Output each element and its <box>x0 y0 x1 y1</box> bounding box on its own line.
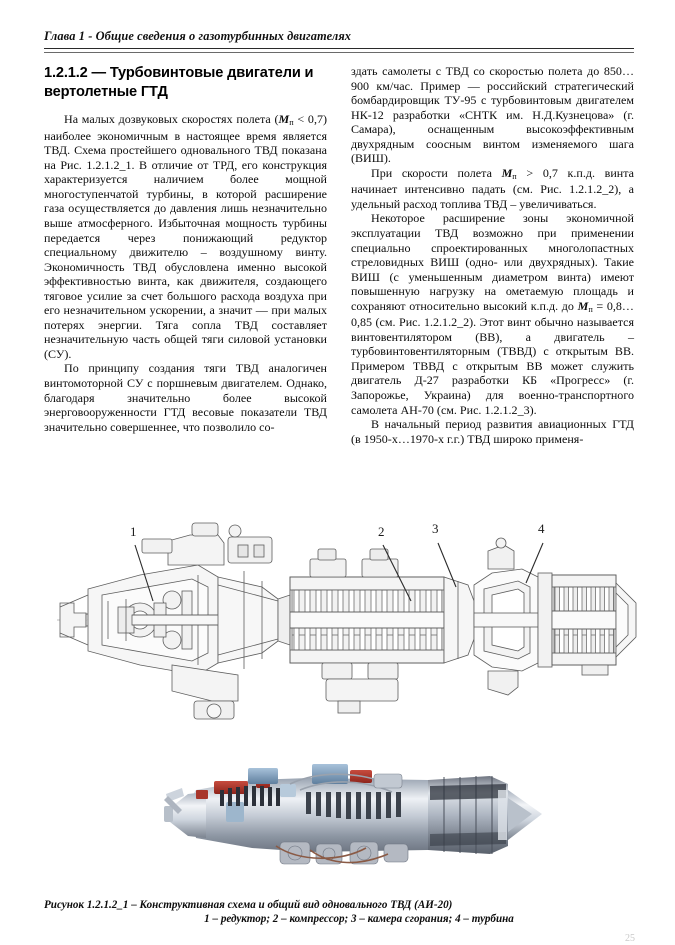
para-right-3-a: Некоторое расширение зоны экономичной эксплуатации ТВД возможно при применении специально спроектированных многолопастных стреловидных ВИШ (одно- или двухрядных). Такие ВИШ (с уменьшенным диаметром винта) имеют повышенную нагрузку на ометаемую площадь и сохраняют относительно высокий к.п.д. до <box>351 211 634 313</box>
paragraph-left-1 <box>44 112 327 361</box>
figure-block <box>0 505 675 945</box>
mach-symbol-2: M <box>501 165 513 180</box>
callout-1 <box>130 524 137 540</box>
engine-photograph <box>160 750 560 880</box>
header-rule-thick <box>44 48 634 49</box>
callout-2-label: 2 <box>378 524 385 539</box>
section-heading: 1.2.1.2 — Турбовинтовые двигатели и вертолетные ГТД <box>44 65 314 100</box>
paragraph-right-1: здать самолеты с ТВД со скоростью полета до 850…900 км/час. Пример — российский стратегический бомбардировщик ТУ-95 с турбовинтовым двигателем НК-12 разработки «СНТК им. Н.Д.Кузнецова» (г. Самара), оснащенным высокоэффективным двухрядным соосным винтом изменяемого шага (ВИШ). <box>351 64 634 166</box>
running-head-text: Глава 1 - Общие сведения о газотурбинных двигателях <box>44 29 352 43</box>
mach-symbol-3: M <box>577 298 589 313</box>
running-head <box>44 29 634 44</box>
engine-cutaway-diagram <box>22 515 652 725</box>
figure-caption <box>44 898 634 926</box>
para-left-1-b: < 0,7) наиболее экономичным в настоящее время является ТВД. Схема простейшего одновального ТВД показана на Рис. 1.2.1.2_1. В отличие от ТРД, его конструкция характеризуется наличием более мощной многоступенчатой турбины, в которой расширение газа осуществляется до давления лишь незначительно выше атмосферного. Избыточная мощность турбины передается через понижающий редуктор специальному движителю – воздушному винту. Экономичность ТВД обусловлена именно высокой эффективностью винта, как движителя, создающего тяговое усилие за счет большого расхода воздуха при его незначительном ускорении, а значит — при малых потерях энергии. Тяга сопла ТВД составляет незначительную часть общей тяги силовой установки (СУ). <box>44 112 327 361</box>
mach-subscript-3: п <box>588 304 593 314</box>
para-left-1-a: На малых дозвуковых скоростях полета ( <box>64 112 279 127</box>
mach-subscript: п <box>289 118 294 128</box>
paragraph-right-4: В начальный период развития авиационных ГТД (в 1950-х…1970-х г.г.) ТВД широко применя- <box>351 417 634 446</box>
right-text-column <box>351 64 634 446</box>
figure-caption-line-1: Рисунок 1.2.1.2_1 – Конструктивная схема и общий вид одновального ТВД (АИ-20) <box>44 899 453 911</box>
mach-subscript-2: п <box>512 171 517 181</box>
para-right-2-a: При скорости полета <box>371 165 502 180</box>
figure-caption-line-2: 1 – редуктор; 2 – компрессор; 3 – камера сгорания; 4 – турбина <box>204 913 514 925</box>
paragraph-right-2 <box>351 166 634 212</box>
para-right-3-b: = 0,8…0,85 (см. Рис. 1.2.1.2_2). Этот винт обычно называется винтовентилятором (ВВ), а двигатель – турбовинтовентиляторным (ТВВД) с открытым ВВ. Примером ТВВД с открытым ВВ может служить двигатель Д-27 разработки КБ «Прогресс» (г. Запорожье, Украина) для военно-транспортного самолета АН-70 (см. Рис. 1.2.1.2_3). <box>351 298 634 417</box>
callout-2 <box>378 524 385 540</box>
callout-4 <box>538 521 545 537</box>
callout-3-label: 3 <box>432 521 439 536</box>
para-right-2-b: > 0,7 к.п.д. винта начинает интенсивно падать (см. Рис. 1.2.1.2_2), а удельный расход топлива ТВД – увеличиваться. <box>351 165 634 211</box>
left-text-column <box>44 64 327 434</box>
callout-4-label: 4 <box>538 521 545 536</box>
paragraph-left-2: По принципу создания тяги ТВД аналогичен винтомоторной СУ с поршневым двигателем. Однако, благодаря значительно более высокой энерговооруженности ГТД весовые показатели ТВД значительно совершеннее, что позволило со- <box>44 361 327 434</box>
callout-1-label: 1 <box>130 524 137 539</box>
callout-3 <box>432 521 439 537</box>
page-number: 25 <box>625 933 635 944</box>
paragraph-right-3 <box>351 211 634 417</box>
mach-symbol: M <box>278 112 290 127</box>
header-rule-thin <box>44 52 634 53</box>
